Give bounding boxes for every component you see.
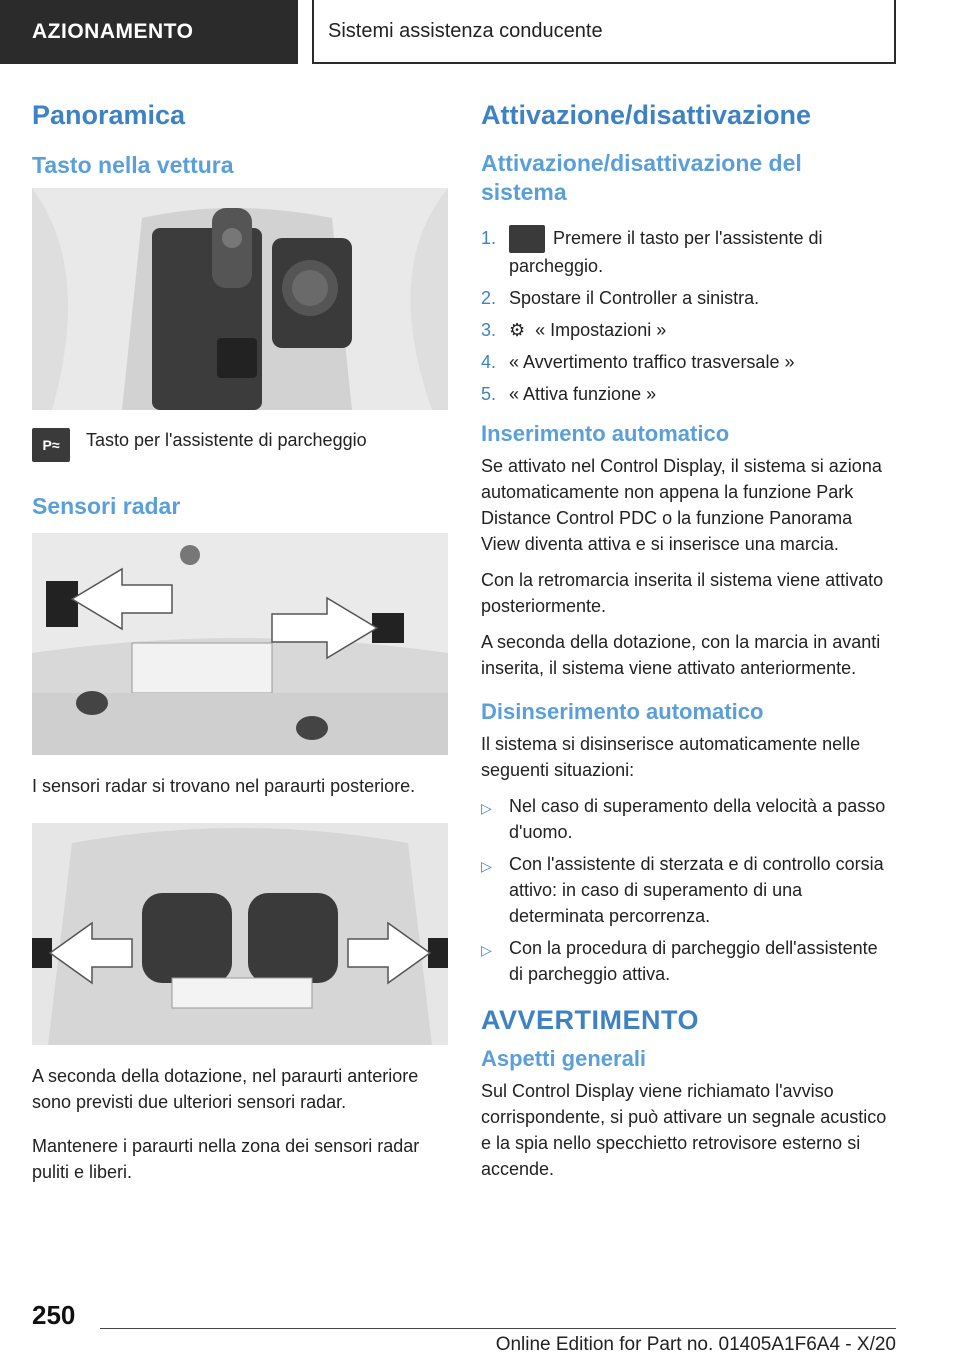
heading-tasto: Tasto nella vettura <box>32 152 234 179</box>
step-text: Premere il tasto per l'assistente di parcheggio. <box>509 227 823 276</box>
warning-heading: AVVERTIMENTO <box>481 1004 700 1035</box>
auto-off-text: Il sistema si disinserisce automaticamente nelle seguenti situazioni: <box>481 733 861 780</box>
section-tab <box>0 0 298 64</box>
step-number: 2. <box>481 287 497 308</box>
parking-assistant-icon: P≈ <box>32 428 70 462</box>
general-text: Sul Control Display viene richiamato l'avviso corrispondente, si può attivare un segnale acustico e la spia nello specchietto retrovisore esterno si accende. <box>481 1080 887 1179</box>
step-text: Spostare il Controller a sinistra. <box>509 287 760 308</box>
auto-on-text-2: Con la retromarcia inserita il sistema viene attivato posteriormente. <box>481 569 884 616</box>
condition-text: Con l'assistente di sterzata e di controllo corsia attivo: in caso di superamento di una determinata percorrenza. <box>509 853 884 926</box>
page-number: 250 <box>32 1300 76 1330</box>
step-text: « Impostazioni » <box>535 319 667 340</box>
front-bumper-illustration <box>32 823 448 1045</box>
front-sensor-text: A seconda della dotazione, nel paraurti anteriore sono previsti due ulteriori sensori radar. <box>32 1065 419 1112</box>
gear-icon: ⚙ <box>509 319 526 340</box>
triangle-bullet-icon: ▷ <box>481 857 492 874</box>
step-text: « Attiva funzione » <box>509 383 657 404</box>
auto-on-text-3: A seconda della dotazione, con la marcia in avanti inserita, il sistema viene attivato anteriormente. <box>481 631 881 678</box>
step-1 <box>481 225 891 279</box>
heading-attivazione-sistema: Attivazione/disattivazione del sistema <box>481 150 802 205</box>
heading-attivazione: Attivazione/disattivazione <box>481 100 812 130</box>
step-number: 1. <box>481 227 497 248</box>
left-column <box>32 100 448 1195</box>
chapter-tab <box>312 0 896 64</box>
edition-text: Online Edition for Part no. 01405A1F6A4 - X/20 <box>495 1334 896 1355</box>
step-3 <box>481 317 891 343</box>
step-number: 3. <box>481 319 497 340</box>
heading-disinserimento: Disinserimento automatico <box>481 698 764 724</box>
right-column <box>481 100 891 1192</box>
condition-item <box>481 793 891 845</box>
rear-bumper-illustration <box>32 533 448 755</box>
console-illustration <box>32 188 448 410</box>
footer-divider <box>100 1328 896 1329</box>
step-4 <box>481 349 891 375</box>
heading-aspetti: Aspetti generali <box>481 1045 647 1071</box>
step-number: 4. <box>481 351 497 372</box>
step-5 <box>481 381 891 407</box>
auto-off-conditions <box>481 793 891 987</box>
caption-text: Tasto per l'assistente di parcheggio <box>86 429 367 450</box>
step-2 <box>481 285 891 311</box>
condition-item <box>481 935 891 987</box>
auto-on-text-1: Se attivato nel Control Display, il sistema si aziona automaticamente non appena la funzione Park Distance Control PDC o la funzione Panorama View diventa attiva e si inserisce una marcia. <box>481 455 882 554</box>
condition-text: Con la procedura di parcheggio dell'assistente di parcheggio attiva. <box>509 937 878 984</box>
triangle-bullet-icon: ▷ <box>481 799 492 816</box>
rear-sensor-text: I sensori radar si trovano nel paraurti posteriore. <box>32 775 416 796</box>
step-text: « Avvertimento traffico trasversale » <box>509 351 795 372</box>
rear-bumper-image <box>32 533 448 755</box>
condition-text: Nel caso di superamento della velocità a passo d'uomo. <box>509 795 886 842</box>
button-caption <box>32 428 448 462</box>
triangle-bullet-icon: ▷ <box>481 941 492 958</box>
step-number: 5. <box>481 383 497 404</box>
heading-panoramica: Panoramica <box>32 100 186 130</box>
activation-steps <box>481 225 891 407</box>
condition-item <box>481 851 891 929</box>
heading-inserimento: Inserimento automatico <box>481 420 730 446</box>
front-bumper-image <box>32 823 448 1045</box>
clean-sensor-text: Mantenere i paraurti nella zona dei sensori radar puliti e liberi. <box>32 1135 420 1182</box>
heading-sensori: Sensori radar <box>32 492 181 519</box>
chapter-title: Sistemi assistenza conducente <box>328 19 603 42</box>
section-title: AZIONAMENTO <box>32 20 194 43</box>
parking-assistant-icon <box>509 225 545 253</box>
console-image <box>32 188 448 410</box>
